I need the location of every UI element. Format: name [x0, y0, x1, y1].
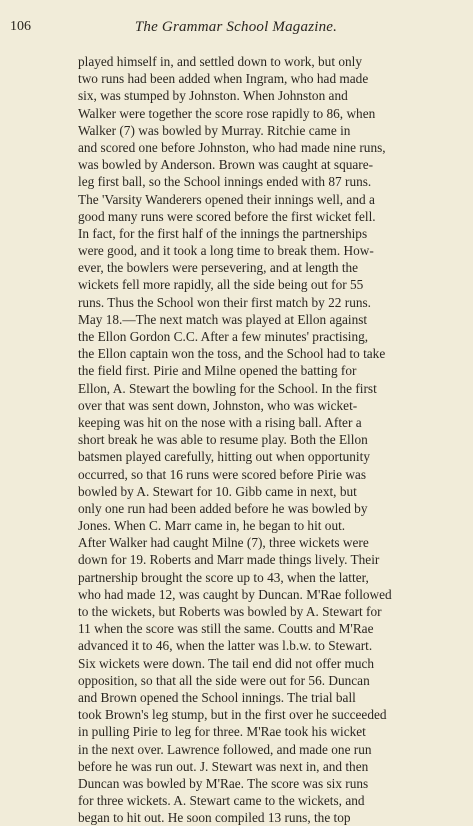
- text-line: batsmen played carefully, hitting out when opportunity: [78, 449, 370, 465]
- text-line: ever, the bowlers were persevering, and at length the: [78, 260, 359, 276]
- text-line: short break he was able to resume play. Both the Ellon: [78, 432, 368, 448]
- text-line: Walker (7) was bowled by Murray. Ritchie came in: [78, 122, 351, 138]
- text-line: opposition, so that all the side were out for 56. Duncan: [78, 672, 370, 688]
- body-text: [78, 53, 463, 826]
- text-line: were good, and it took a long time to break them. How-: [78, 243, 374, 259]
- text-line: the field first. Pirie and Milne opened the batting for: [78, 363, 357, 379]
- text-line: in the next over. Lawrence followed, and made one run: [78, 741, 372, 757]
- text-line: took Brown's leg stump, but in the first over he succeeded: [78, 707, 387, 723]
- text-line: leg first ball, so the School innings ended with 87 runs.: [78, 174, 372, 190]
- text-line: over that was sent down, Johnston, who was wicket-: [78, 397, 358, 413]
- text-line: Duncan was bowled by M'Rae. The score was six runs: [78, 775, 369, 791]
- text-line: only one run had been added before he was bowled by: [78, 500, 368, 516]
- text-line: wickets fell more rapidly, all the side being out for 55: [78, 277, 364, 293]
- text-line: in pulling Pirie to leg for three. M'Rae took his wicket: [78, 724, 366, 740]
- text-line: the Ellon Gordon C.C. After a few minutes' practising,: [78, 329, 369, 344]
- text-line: After Walker had caught Milne (7), three wickets were: [78, 535, 369, 551]
- page-number: 106: [10, 19, 31, 34]
- text-line: partnership brought the score up to 43, when the latter,: [78, 569, 369, 585]
- text-line: Jones. When C. Marr came in, he began to hit out.: [78, 518, 346, 534]
- text-line: bowled by A. Stewart for 10. Gibb came in next, but: [78, 483, 357, 499]
- text-line: to the wickets, but Roberts was bowled by A. Stewart for: [78, 604, 382, 619]
- text-line: two runs had been added when Ingram, who had made: [78, 71, 369, 87]
- text-line: May 18.—The next match was played at Ellon against: [78, 311, 368, 327]
- text-line: good many runs were scored before the first wicket fell.: [78, 208, 376, 224]
- text-line: for three wickets. A. Stewart came to the wickets, and: [78, 793, 365, 809]
- text-line: advanced it to 46, when the latter was l.b.w. to Stewart.: [78, 638, 373, 654]
- text-line: Walker were together the score rose rapidly to 86, when: [78, 105, 376, 121]
- text-line: keeping was hit on the nose with a rising ball. After a: [78, 414, 362, 430]
- text-line: Six wickets were down. The tail end did not offer much: [78, 655, 375, 671]
- text-line: The 'Varsity Wanderers opened their innings well, and a: [78, 191, 375, 207]
- running-title: The Grammar School Magazine.: [134, 19, 338, 35]
- text-line: 11 when the score was still the same. Coutts and M'Rae: [78, 621, 374, 637]
- text-line: runs. Thus the School won their first match by 22 runs.: [78, 294, 371, 310]
- text-line: who had made 12, was caught by Duncan. M'Rae followed: [78, 586, 392, 602]
- page-header: [10, 19, 462, 37]
- text-line: began to hit out. He soon compiled 13 runs, the top: [78, 810, 351, 826]
- text-line: Ellon, A. Stewart the bowling for the School. In the first: [78, 380, 377, 396]
- text-line: and Brown opened the School innings. The trial ball: [78, 689, 356, 705]
- text-line: was bowled by Anderson. Brown was caught at square-: [78, 157, 374, 173]
- text-line: six, was stumped by Johnston. When Johnston and: [78, 88, 348, 104]
- text-line: the Ellon captain won the toss, and the School had to take: [78, 346, 386, 362]
- text-line: before he was run out. J. Stewart was next in, and then: [78, 758, 369, 774]
- text-line: and scored one before Johnston, who had made nine runs,: [78, 139, 386, 155]
- text-line: down for 19. Roberts and Marr made things lively. Their: [78, 552, 380, 568]
- text-line: occurred, so that 16 runs were scored before Pirie was: [78, 466, 366, 482]
- text-line: In fact, for the first half of the innings the partnerships: [78, 225, 368, 241]
- text-line: played himself in, and settled down to work, but only: [78, 54, 362, 69]
